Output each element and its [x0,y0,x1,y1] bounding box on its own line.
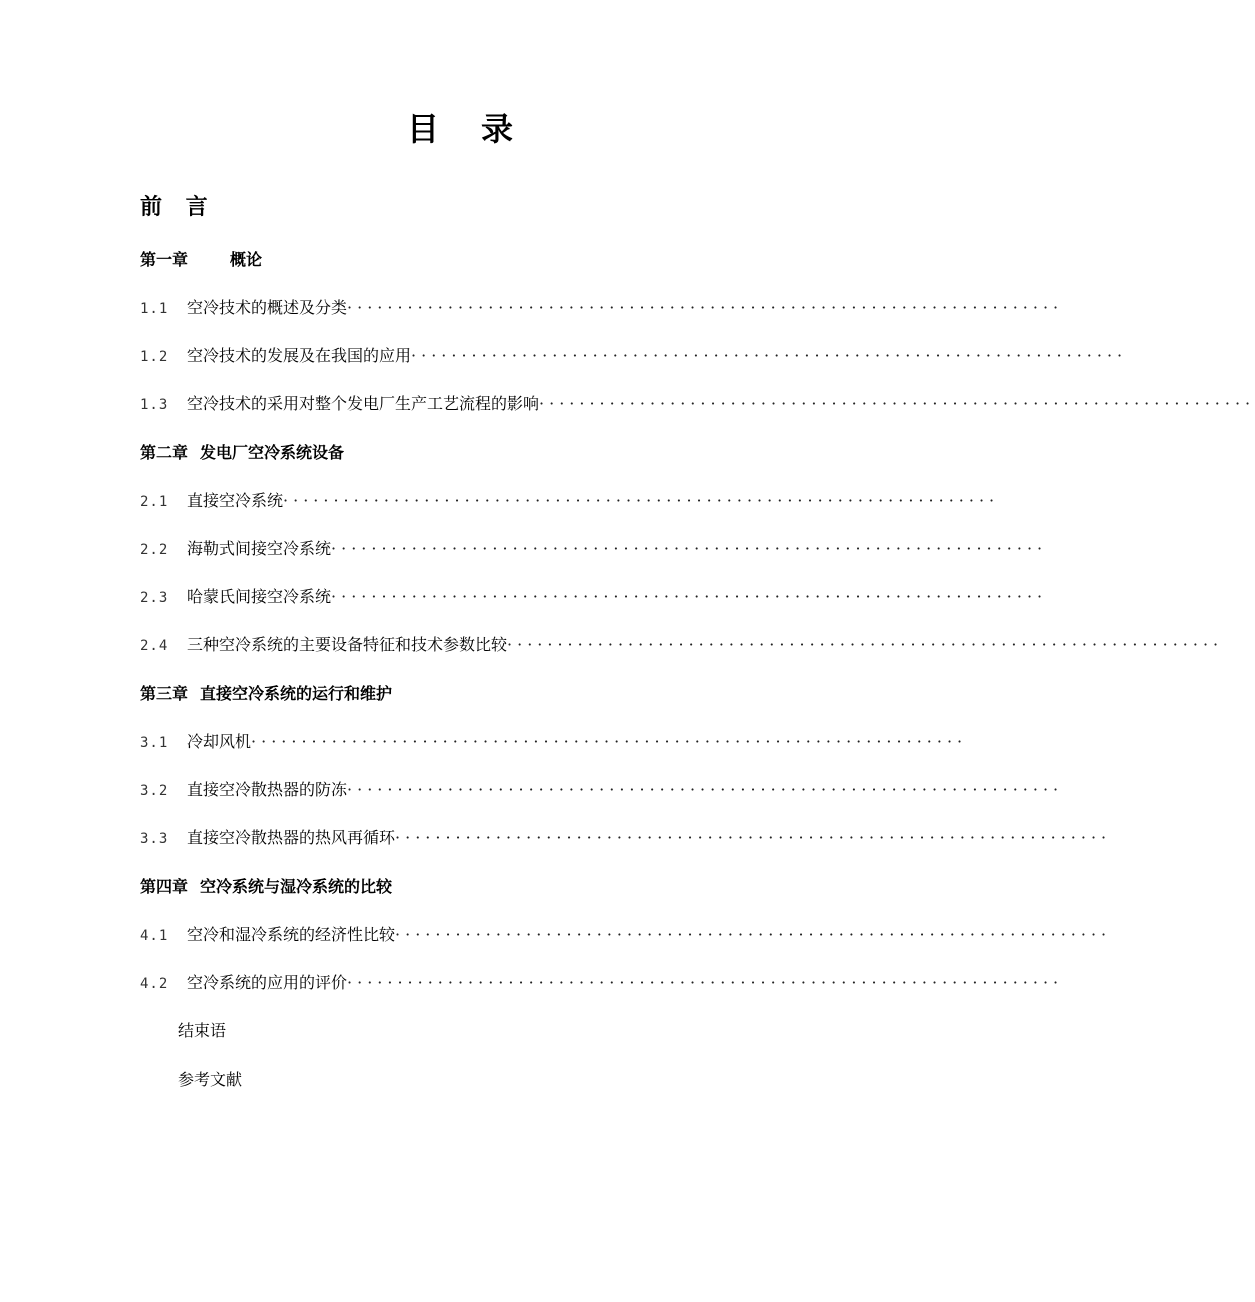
toc-entry [140,342,1128,370]
entry-number: 4.2 [140,976,169,992]
chapter-title: 发电厂空冷系统设备 [200,443,345,462]
dot-leader: ······································································· [331,539,1048,558]
toc-entry [140,583,1048,611]
entry-number: 2.4 [140,638,169,654]
dot-leader: ······································································· [331,587,1048,606]
dot-leader: ······································································· [411,346,1128,365]
conclusion-entry: 结束语 [178,1021,227,1040]
dot-leader: ······································································· [395,925,1112,944]
entry-title: 直接空冷系统 [187,491,284,510]
preface-heading: 前 言 [140,195,216,220]
entry-number: 3.3 [140,831,169,847]
toc-entry [140,824,1112,852]
toc-entry [140,535,1048,563]
chapter-number: 第四章 [140,877,189,896]
entry-number: 3.2 [140,783,169,799]
entry-title: 空冷和湿冷系统的经济性比较 [187,925,396,944]
chapter-3-heading [140,681,392,707]
entry-title: 冷却风机 [187,732,252,751]
chapter-1-heading [140,247,262,273]
entry-title: 直接空冷散热器的防冻 [187,780,348,799]
entry-title: 直接空冷散热器的热风再循环 [187,828,396,847]
references-entry: 参考文献 [178,1070,243,1089]
toc-entry [140,294,1064,322]
entry-title: 哈蒙氏间接空冷系统 [187,587,332,606]
dot-leader: ······································································· [347,973,1064,992]
entry-number: 2.2 [140,542,169,558]
entry-number: 4.1 [140,928,169,944]
dot-leader: ······································································· [251,732,968,751]
dot-leader: ······································································· [395,828,1112,847]
entry-number: 3.1 [140,735,169,751]
entry-title: 海勒式间接空冷系统 [187,539,332,558]
dot-leader: ······································································· [347,780,1064,799]
dot-leader: ······································································· [283,491,1000,510]
chapter-4-heading [140,874,392,900]
dot-leader: ······································································· [539,394,1255,413]
title-part-2: 录 [481,110,514,148]
entry-title: 三种空冷系统的主要设备特征和技术参数比较 [187,635,508,654]
entry-number: 2.1 [140,494,169,510]
toc-entry [140,390,1255,418]
entry-title: 空冷技术的发展及在我国的应用 [187,346,412,365]
toc-entry [140,728,968,756]
title-part-1: 目 [406,110,439,148]
chapter-number: 第一章 [140,250,189,269]
entry-title: 空冷技术的采用对整个发电厂生产工艺流程的影响 [187,394,540,413]
page-title [0,104,920,154]
toc-entry [140,776,1064,804]
toc-entry [140,921,1112,949]
chapter-number: 第二章 [140,443,189,462]
chapter-number: 第三章 [140,684,189,703]
entry-number: 2.3 [140,590,169,606]
entry-number: 1.3 [140,397,169,413]
toc-entry [140,487,1000,515]
entry-title: 空冷系统的应用的评价 [187,973,348,992]
chapter-title: 直接空冷系统的运行和维护 [200,684,393,703]
entry-number: 1.1 [140,301,169,317]
chapter-title: 空冷系统与湿冷系统的比较 [200,877,393,896]
entry-number: 1.2 [140,349,169,365]
toc-entry [140,631,1224,659]
dot-leader: ······································································· [507,635,1224,654]
chapter-title: 概论 [230,250,263,269]
entry-title: 空冷技术的概述及分类 [187,298,348,317]
chapter-2-heading [140,440,344,466]
toc-entry [140,969,1064,997]
dot-leader: ······································································· [347,298,1064,317]
